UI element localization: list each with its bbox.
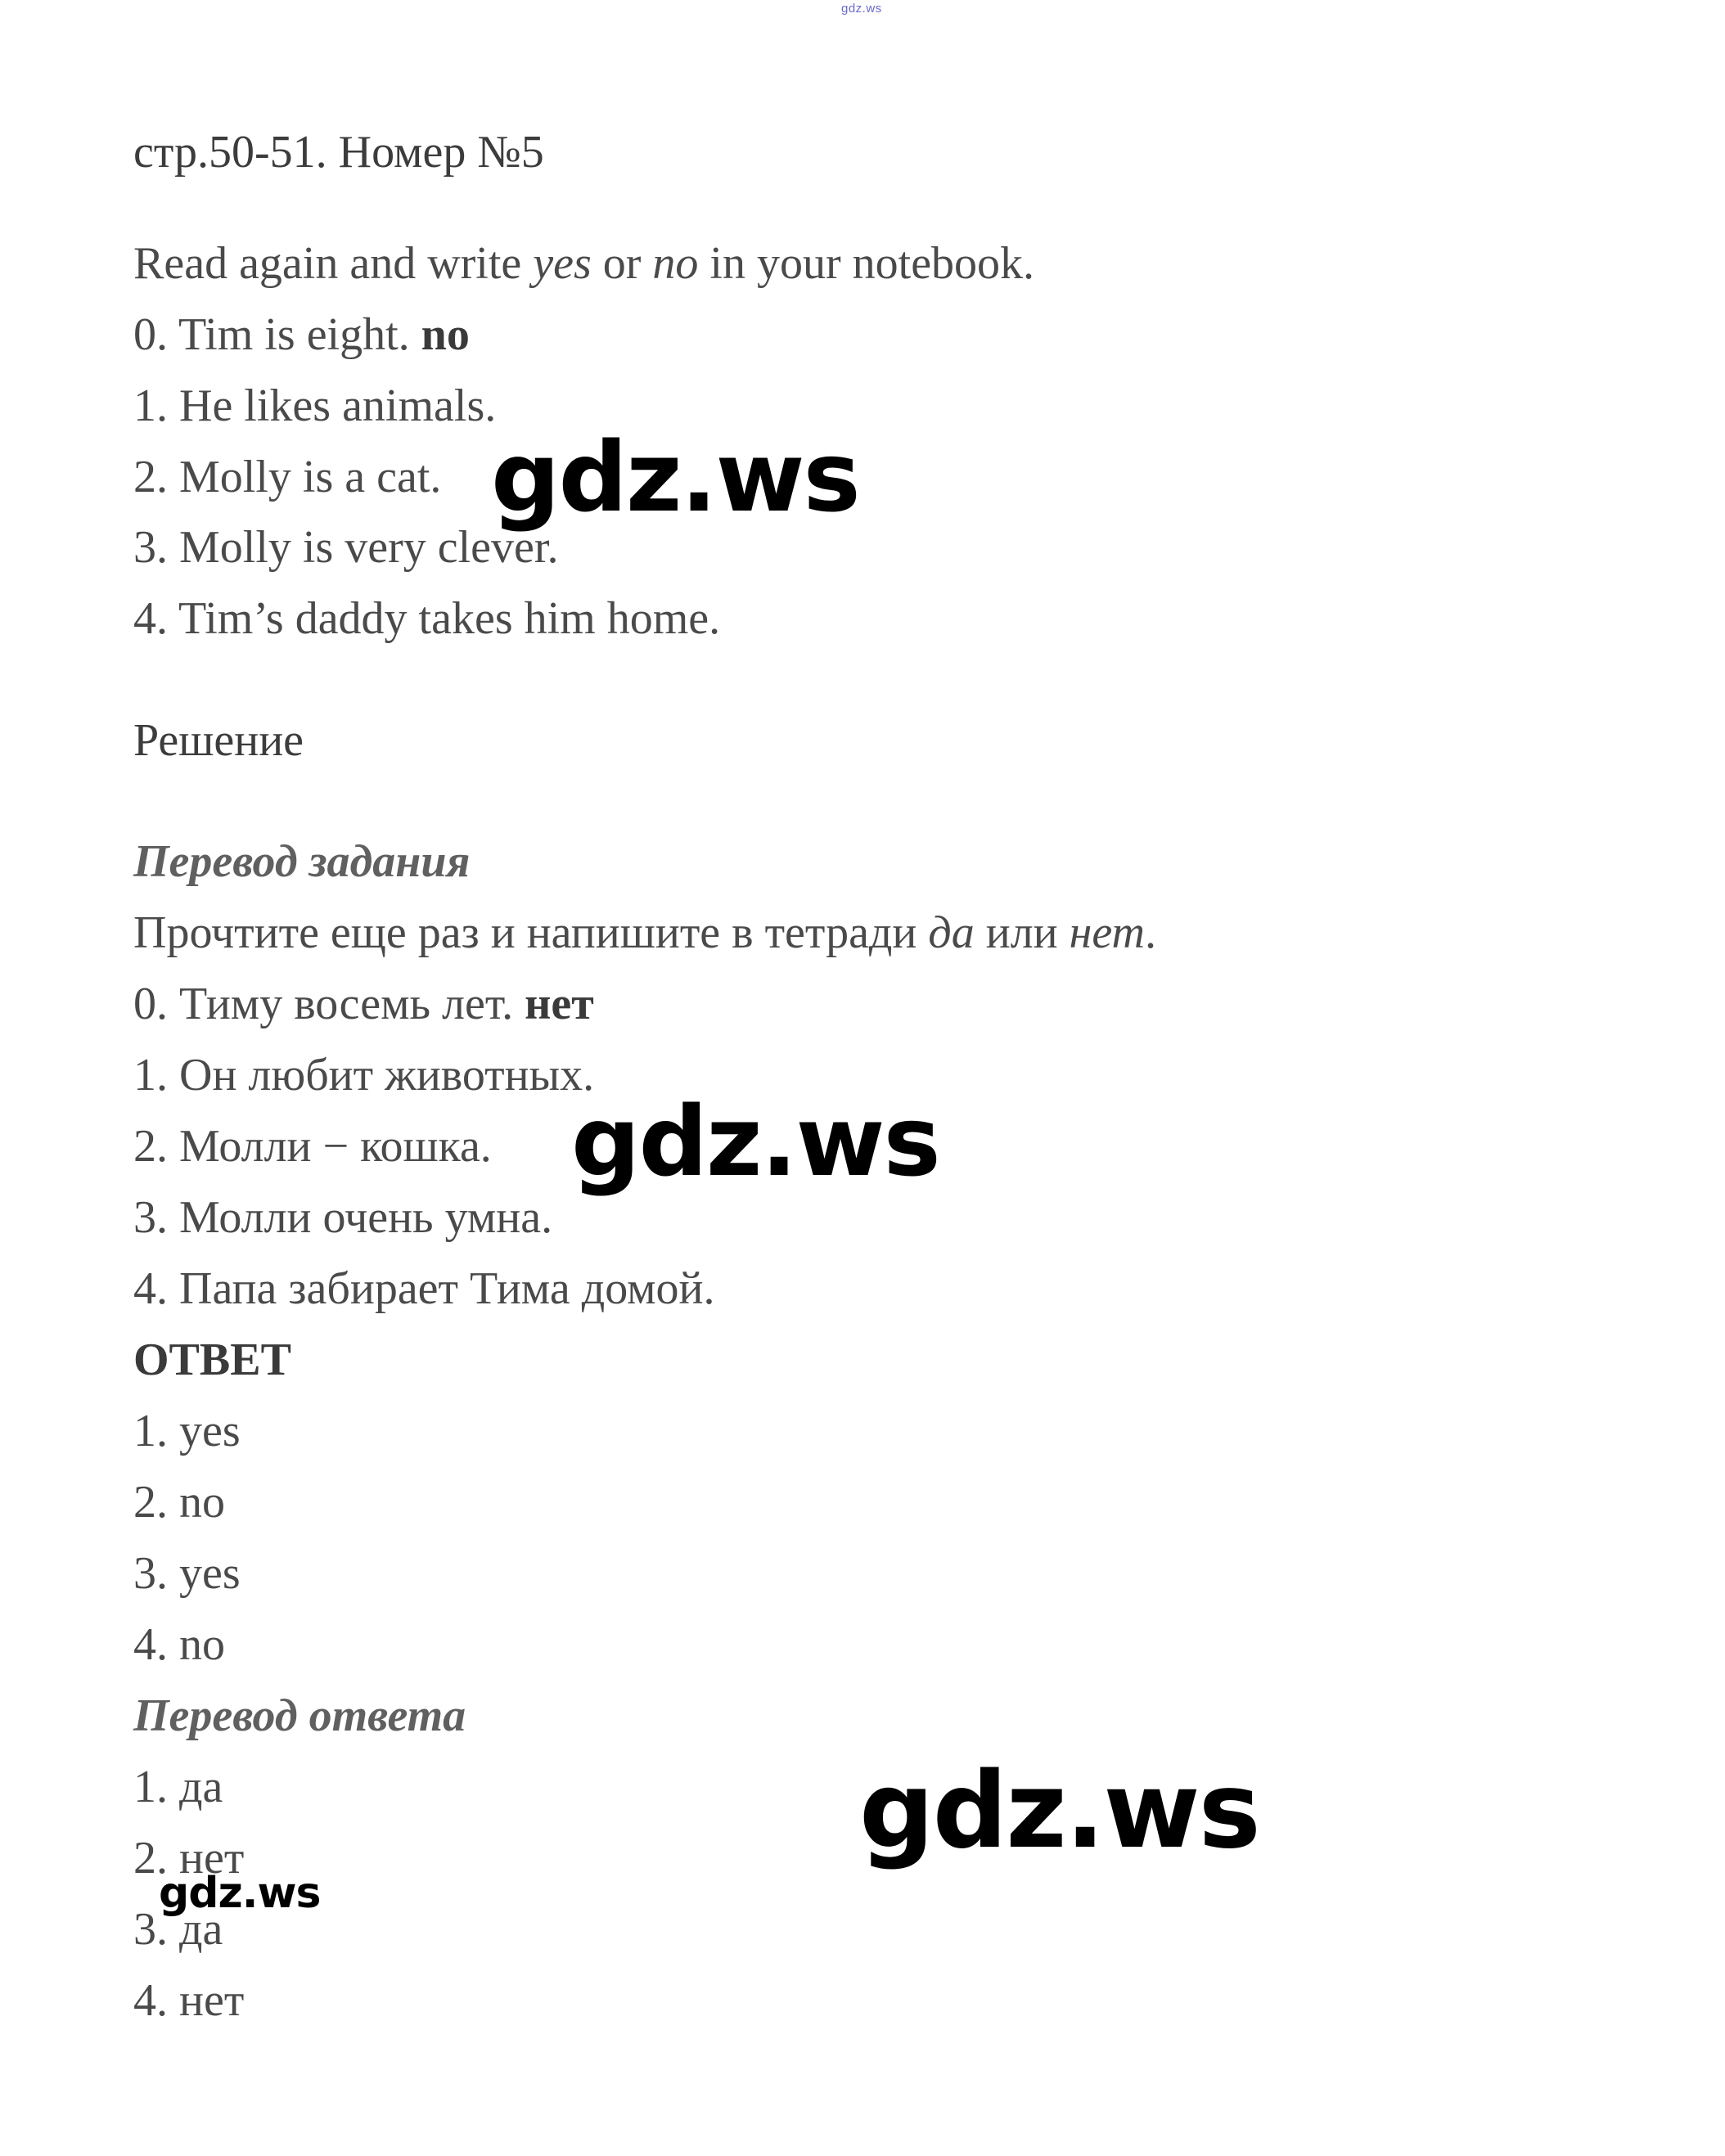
task-instruction	[133, 238, 1035, 289]
answer-heading: ОТВЕТ	[133, 1335, 291, 1385]
task-no: no	[652, 238, 699, 289]
task-text-3: in your notebook.	[698, 238, 1035, 289]
task-yes: yes	[533, 238, 592, 289]
item-2: 2. Molly is a cat.	[133, 452, 442, 502]
translation-task-text-2: или	[974, 907, 1070, 958]
solution-label: Решение	[133, 715, 304, 766]
item-0-answer: no	[421, 309, 470, 360]
translation-item-2: 2. Молли − кошка.	[133, 1121, 492, 1172]
translation-item-1: 1. Он любит животных.	[133, 1050, 595, 1101]
top-watermark: gdz.ws	[841, 2, 882, 16]
watermark-3: gdz.ws	[859, 1750, 1259, 1872]
item-0-text: 0. Tim is eight.	[133, 309, 421, 360]
translation-task-net: нет	[1069, 907, 1145, 958]
watermark-2: gdz.ws	[571, 1085, 939, 1198]
translation-item-4: 4. Папа забирает Тима домой.	[133, 1263, 715, 1314]
answer-1: 1. yes	[133, 1406, 241, 1456]
item-1: 1. He likes animals.	[133, 380, 497, 431]
answer-4: 4. no	[133, 1619, 225, 1670]
translation-task	[133, 907, 1156, 958]
answer-translation-heading: Перевод ответа	[133, 1690, 466, 1741]
watermark-4: gdz.ws	[159, 1869, 321, 1918]
translation-heading: Перевод задания	[133, 836, 471, 887]
item-0	[133, 309, 470, 360]
translation-item-3: 3. Молли очень умна.	[133, 1192, 553, 1243]
answer-translation-3: 3. да	[133, 1904, 223, 1955]
watermark-1: gdz.ws	[491, 421, 859, 533]
answer-translation-1: 1. да	[133, 1762, 223, 1812]
answer-translation-4: 4. нет	[133, 1975, 245, 2026]
answer-3: 3. yes	[133, 1548, 241, 1599]
answer-2: 2. no	[133, 1477, 225, 1528]
item-4: 4. Tim’s daddy takes him home.	[133, 593, 721, 644]
translation-task-text-3: .	[1144, 907, 1156, 958]
task-text-1: Read again and write	[133, 238, 534, 289]
item-3: 3. Molly is very clever.	[133, 522, 559, 573]
page-header: стр.50-51. Номер №5	[133, 127, 544, 178]
translation-item-0-text: 0. Тиму восемь лет.	[133, 979, 525, 1029]
answer-translation-2: 2. нет	[133, 1833, 245, 1884]
translation-task-text-1: Прочтите еще раз и напишите в тетради	[133, 907, 929, 958]
translation-item-0-answer: нет	[525, 979, 594, 1029]
translation-item-0	[133, 981, 594, 1027]
task-text-2: or	[591, 238, 653, 289]
translation-task-da: да	[928, 907, 975, 958]
